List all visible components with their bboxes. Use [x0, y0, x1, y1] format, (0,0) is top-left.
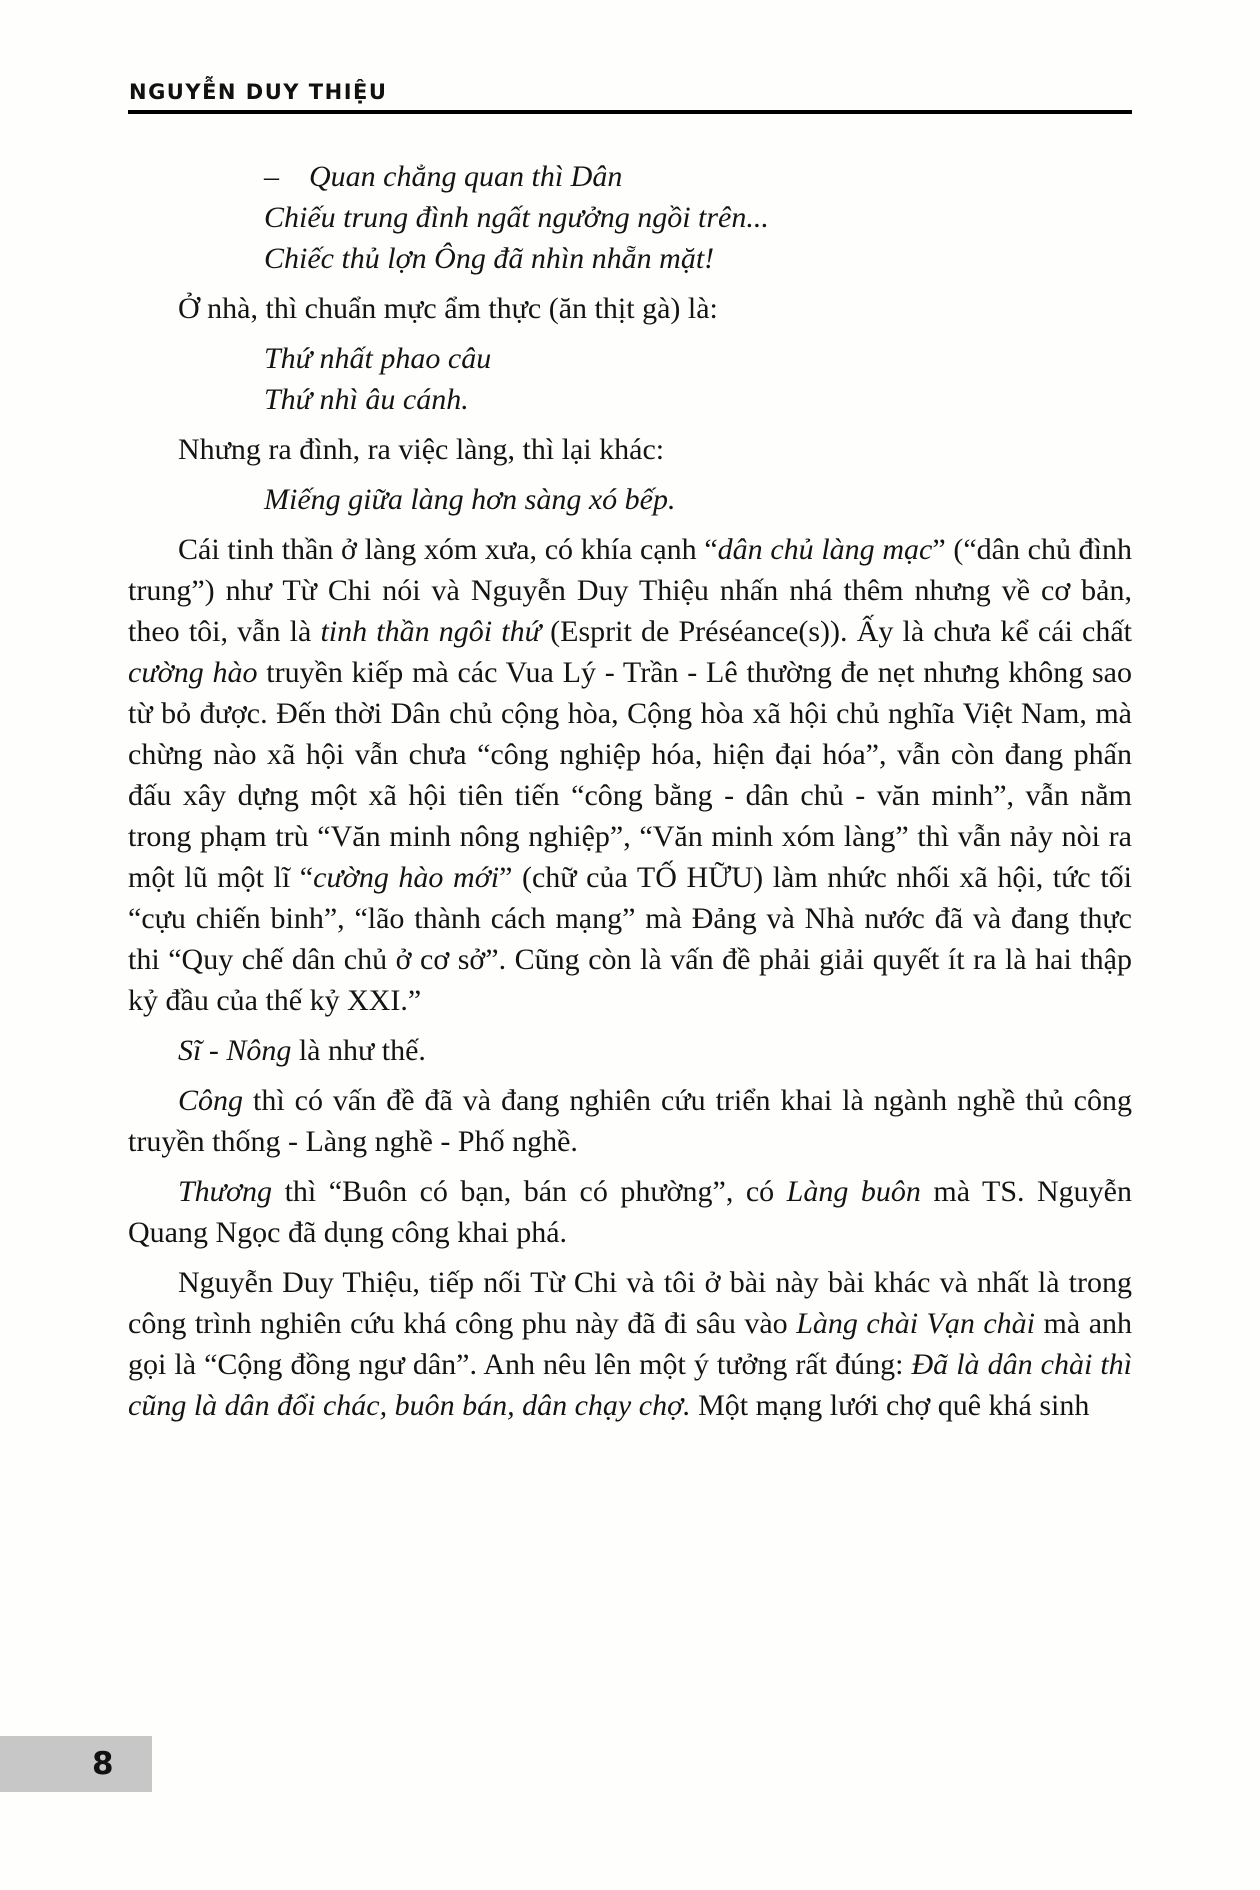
paragraph — [128, 1262, 1132, 1426]
text-run: Ở nhà, thì chuẩn mực ẩm thực (ăn thịt gà) là: — [178, 292, 718, 325]
content-column — [128, 156, 1132, 1426]
verse-line — [264, 379, 1132, 420]
paragraph — [128, 1080, 1132, 1162]
text-run: cường hào mới — [313, 861, 500, 894]
text-run: Làng chài Vạn chài — [796, 1307, 1036, 1340]
verse-block — [264, 479, 1132, 520]
text-run: mà anh gọi là “Cộng đồng ngư dân”. Anh nêu lên một ý tưởng rất đúng: — [128, 1307, 1133, 1381]
paragraph — [128, 1030, 1132, 1071]
verse-line — [264, 338, 1132, 379]
text-run: thì có vấn đề đã và đang nghiên cứu triển khai là ngành nghề thủ công truyền thống - Làng nghề - Phố nghề. — [128, 1084, 1132, 1158]
text-run: truyền kiếp mà các Vua Lý - Trần - Lê thường đe nẹt nhưng không sao từ bỏ được. Đến thời Dân chủ cộng hòa, Cộng hòa xã hội chủ nghĩa Việt Nam, mà chừng nào xã hội vẫn chưa “công nghiệp hóa, hiện đại hóa”, vẫn còn đang phấn đấu xây dựng một xã hội tiên tiến “công bằng - dân chủ - văn minh”, vẫn nằm trong phạm trù “Văn minh nông nghiệp”, “Văn minh xóm làng” thì vẫn nảy nòi ra một lũ một lĩ “ — [128, 656, 1132, 894]
text-run: Thứ nhì âu cánh. — [264, 383, 469, 416]
running-head-author: NGUYỄN DUY THIỆU — [129, 80, 388, 104]
text-run: Công — [178, 1084, 244, 1117]
page-number: 8 — [92, 1746, 114, 1782]
text-run: dân chủ làng mạc — [717, 533, 933, 566]
text-run: tinh thần ngôi thứ — [320, 615, 541, 648]
paragraph — [128, 429, 1132, 470]
folio-bar — [0, 1736, 152, 1792]
text-run: Sĩ - Nông — [178, 1034, 292, 1067]
text-run: Nguyễn Duy Thiệu, tiếp nối Từ Chi và tôi ở bài này bài khác và nhất là trong công trình nghiên cứu khá công phu này đã đi sâu vào — [128, 1266, 1132, 1340]
text-run: Thứ nhất phao câu — [264, 342, 492, 375]
text-run: Nhưng ra đình, ra việc làng, thì lại khác: — [178, 433, 665, 466]
text-run: là như thế. — [291, 1034, 426, 1067]
text-run: Cái tinh thần ở làng xóm xưa, có khía cạnh “ — [178, 533, 718, 566]
paragraph — [128, 1171, 1132, 1253]
text-run: Một mạng lưới chợ quê khá sinh — [690, 1389, 1090, 1422]
text-run: ” (“dân chủ đình trung”) như Từ Chi nói và Nguyễn Duy Thiệu nhấn nhá thêm nhưng về cơ bản, theo tôi, vẫn là — [128, 533, 1132, 648]
text-run: Chiếc thủ lợn Ông đã nhìn nhẵn mặt! — [264, 242, 715, 275]
text-run: – Quan chẳng quan thì Dân — [264, 160, 623, 193]
text-run: ” (chữ của TỐ HỮU) làm nhức nhối xã hội, tức tối “cựu chiến binh”, “lão thành cách mạng” mà Đảng và Nhà nước đã và đang thực thi “Quy chế dân chủ ở cơ sở”. Cũng còn là vấn đề phải giải quyết ít ra là hai thập kỷ đầu của thế kỷ XXI.” — [128, 861, 1132, 1017]
text-run: cường hào — [128, 656, 258, 689]
verse-line — [264, 197, 1132, 238]
paragraph — [128, 288, 1132, 329]
verse-block — [264, 338, 1132, 420]
header-rule — [128, 110, 1132, 114]
verse-line — [264, 479, 1132, 520]
text-run: thì “Buôn có bạn, bán có phường”, có — [272, 1175, 787, 1208]
text-run: Chiếu trung đình ngất ngưởng ngồi trên... — [264, 201, 769, 234]
text-run: Đã là dân chài thì cũng là dân đổi chác, buôn bán, dân chạy chợ. — [128, 1348, 1133, 1422]
verse-block — [264, 156, 1132, 279]
text-run: (Esprit de Préséance(s)). Ấy là chưa kể cái chất — [541, 615, 1132, 648]
text-run: mà TS. Nguyễn Quang Ngọc đã dụng công khai phá. — [128, 1175, 1133, 1249]
verse-line — [264, 238, 1132, 279]
text-run: Miếng giữa làng hơn sàng xó bếp. — [264, 483, 676, 516]
text-run: Làng buôn — [786, 1175, 921, 1208]
text-run: Thương — [178, 1175, 273, 1208]
paragraph — [128, 529, 1132, 1021]
verse-line — [264, 156, 1132, 197]
